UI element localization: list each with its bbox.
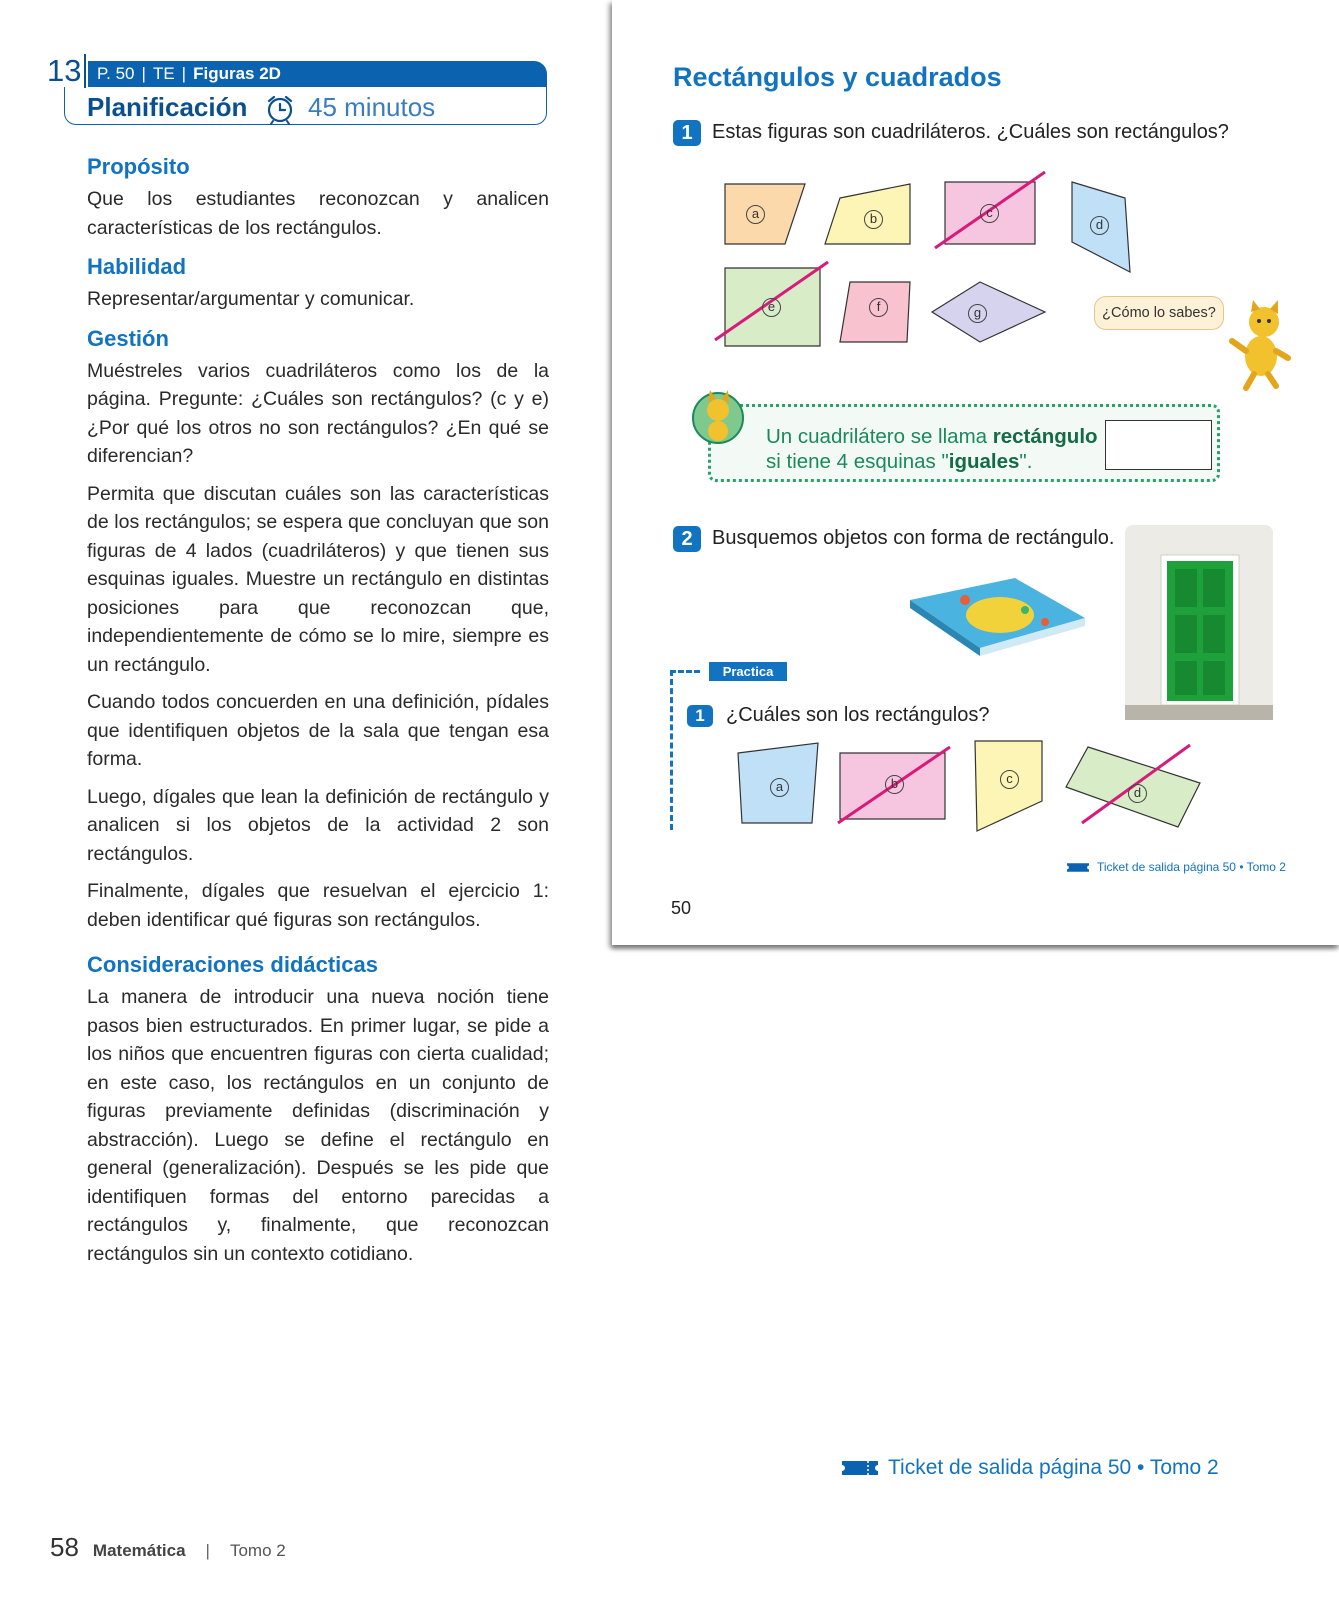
practice-label-a: a: [770, 778, 789, 797]
exit-ticket-text: Ticket de salida página 50 • Tomo 2: [888, 1456, 1219, 1479]
tomo-label: Tomo 2: [229, 1541, 286, 1560]
practice-label-b: b: [885, 775, 904, 794]
practica-tag: Practica: [709, 662, 787, 681]
alarm-clock-icon: [264, 93, 296, 125]
shape-label-d: d: [1090, 216, 1109, 235]
planning-duration: 45 minutos: [308, 92, 436, 122]
question-2-text: Busquemos objetos con forma de rectángulo.: [712, 527, 1115, 549]
shape-g: [932, 282, 1045, 342]
gestion-paragraph-3: Cuando todos concuerden en una definición, pídales que identifiquen objetos de la sala que tengan esa forma.: [87, 691, 549, 770]
cat-mascot-icon: [1226, 296, 1296, 391]
gestion-paragraph-2: Permita que discutan cuáles son las características de los rectángulos; se espera que concluyan que son figuras de 4 lados (cuadriláteros) y que tienen sus esquinas iguales. Muestre un rectángulo en distintas posiciones para que reconozcan que, independientemente de cómo se lo mire, siempre es un rectángulo.: [87, 482, 549, 676]
door-photo: [1125, 525, 1273, 720]
gestion-heading: Gestión: [87, 325, 169, 351]
page-number: 58: [50, 1532, 79, 1562]
shape-label-b: b: [864, 210, 883, 229]
page-ref: P. 50: [97, 64, 135, 83]
shape-label-e: e: [762, 298, 781, 317]
definition-term: rectángulo: [992, 425, 1098, 448]
book-photo: [905, 570, 1090, 665]
cat-badge-icon: [690, 384, 748, 446]
definition-text: [766, 424, 1098, 474]
shape-label-f: f: [869, 298, 888, 317]
footer-separator: |: [205, 1541, 210, 1560]
question-1-badge: 1: [673, 120, 701, 146]
shape-label-c: c: [980, 204, 999, 223]
habilidad-text: Representar/argumentar y comunicar.: [87, 288, 415, 310]
consideraciones-heading: Consideraciones didácticas: [87, 952, 378, 977]
definition-emph: iguales: [948, 450, 1020, 473]
shape-label-g: g: [968, 304, 987, 323]
proposito-text: Que los estudiantes reconozcan y analicen características de los rectángulos.: [87, 188, 549, 239]
student-page-number: 50: [671, 898, 692, 918]
habilidad-heading: Habilidad: [87, 254, 187, 279]
practice-1-badge: 1: [687, 705, 713, 727]
definition-post: ".: [1019, 450, 1033, 473]
shape-label-a: a: [746, 205, 765, 224]
subject-name: Matemática: [92, 1541, 186, 1560]
proposito-heading: Propósito: [87, 154, 190, 179]
student-page-title: Rectángulos y cuadrados: [673, 62, 1002, 92]
definition-mid: si tiene 4 esquinas ": [766, 450, 949, 473]
practice-label-c: c: [1000, 770, 1019, 789]
speech-bubble: ¿Cómo lo sabes?: [1094, 296, 1224, 330]
definition-pre: Un cuadrilátero se llama: [766, 425, 993, 448]
lesson-topic: Figuras 2D: [193, 64, 281, 83]
student-exit-ticket: [1067, 860, 1286, 874]
exit-ticket-footer: [842, 1456, 1219, 1480]
student-exit-ticket-text: Ticket de salida página 50 • Tomo 2: [1097, 860, 1286, 874]
answer-box[interactable]: [1105, 420, 1212, 470]
teacher-notes: [87, 152, 549, 1268]
te-label: TE: [152, 64, 175, 83]
consideraciones-text: La manera de introducir una nueva noción tiene pasos bien estructurados. En primer lugar, se pide a los niños que encuentren figuras con cierta cualidad; en este caso, los rectángulos en un conjunto de figuras previamente definidas (discriminación y abstracción). Luego se define el rectángulo en general (generalización). Después se les pide que identifiquen formas del entorno parecidas a rectángulos y, finalmente, que reconozcan rectángulos sin un contexto cotidiano.: [87, 986, 549, 1265]
question-1-text: Estas figuras son cuadriláteros. ¿Cuáles son rectángulos?: [712, 121, 1229, 143]
gestion-paragraph-1: Muéstreles varios cuadriláteros como los de la página. Pregunte: ¿Cuáles son rectángulos? (c y e) ¿Por qué los otros no son rectángulos? ¿En qué se diferencian?: [87, 359, 549, 467]
shape-a: [725, 184, 805, 244]
page-footer: [50, 1532, 286, 1563]
gestion-paragraph-4: Luego, dígales que lean la definición de rectángulo y analicen si los objetos de la actividad 2 son rectángulos.: [87, 785, 549, 865]
planning-title: Planificación: [87, 92, 248, 122]
small-ticket-icon: [1067, 862, 1089, 873]
practica-dashed-line: [670, 670, 676, 830]
lesson-header-bar: P. 50 | TE | Figuras 2D: [88, 61, 547, 87]
gestion-paragraph-5: Finalmente, dígales que resuelvan el ejercicio 1: deben identificar qué figuras son rectángulos.: [87, 880, 549, 931]
question-2-badge: 2: [673, 526, 701, 552]
lesson-number: 13: [47, 54, 86, 88]
practice-1-text: ¿Cuáles son los rectángulos?: [726, 704, 990, 726]
practice-label-d: d: [1128, 784, 1147, 803]
ticket-icon: [842, 1459, 878, 1477]
